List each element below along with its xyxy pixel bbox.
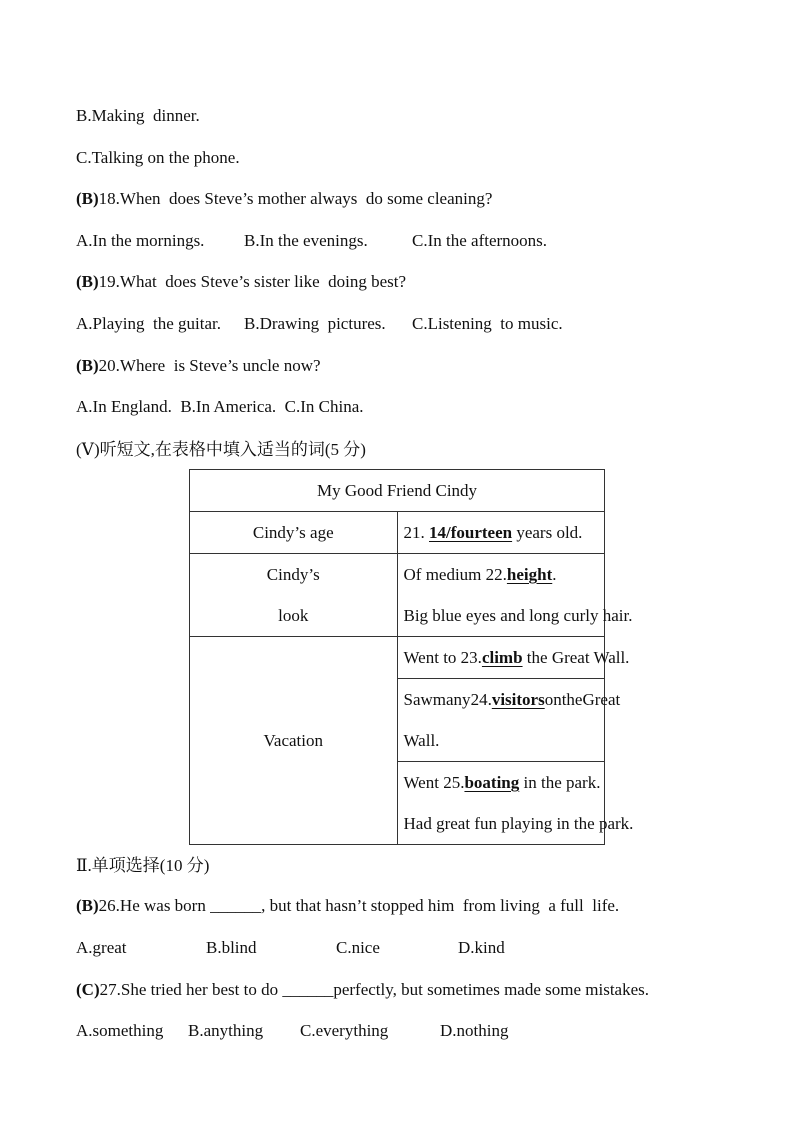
look-cell: Of medium 22.height. Big blue eyes and long curly hair.	[397, 554, 605, 637]
answer-mark: (B)	[76, 896, 99, 915]
question-27	[76, 980, 649, 1000]
section-2-heading: Ⅱ.单项选择(10 分)	[76, 856, 210, 875]
answer-mark: (B)	[76, 272, 99, 291]
vacation-label: Vacation	[190, 637, 398, 845]
table-title-row	[190, 470, 605, 512]
answer-mark: (B)	[76, 356, 99, 375]
question-26-options	[0, 938, 794, 958]
option-c: C.Listening to music.	[412, 314, 563, 333]
vacation-cell-2: Saw many 24.visitors on the Great Wall.	[397, 679, 605, 762]
option-a: A.something	[76, 1021, 164, 1040]
question-text: 19.What does Steve’s sister like doing best?	[98, 272, 407, 291]
option-a: A.In the mornings.	[76, 231, 205, 250]
answer-mark: (C)	[76, 980, 100, 999]
age-row	[190, 512, 605, 554]
section-5-heading: (Ⅴ)听短文,在表格中填入适当的词(5 分)	[76, 440, 366, 459]
option-b: B.blind	[206, 938, 257, 957]
look-label: Cindy’s look	[190, 554, 398, 637]
question-26	[76, 896, 619, 916]
question-18-options	[0, 231, 794, 251]
question-text: 18.When does Steve’s mother always do some cleaning?	[98, 189, 493, 208]
option-c: C.everything	[300, 1021, 389, 1040]
answer-21: 14/fourteen	[429, 523, 513, 542]
option-c: C.nice	[336, 938, 380, 957]
option-b: B.Drawing pictures.	[244, 314, 386, 333]
question-17-option-b: B.Making dinner.	[76, 106, 200, 125]
question-20	[76, 356, 321, 376]
question-19	[76, 272, 406, 292]
answer-25: boating	[464, 773, 520, 792]
answer-23: climb	[481, 648, 523, 667]
question-text: 27.She tried her best to do ______perfectly, but sometimes made some mistakes.	[99, 980, 650, 999]
answer-22: height	[506, 565, 553, 584]
option-a: A.Playing the guitar.	[76, 314, 221, 333]
option-b: B.anything	[188, 1021, 264, 1040]
option-b: B.In the evenings.	[244, 231, 368, 250]
vacation-cell-1: Went to 23.climb the Great Wall.	[397, 637, 605, 679]
question-text: 26.He was born ______, but that hasn’t stopped him from living a full life.	[98, 896, 620, 915]
question-19-options	[0, 314, 794, 334]
look-row	[190, 554, 605, 637]
question-27-options	[0, 1021, 794, 1041]
question-20-options: A.In England. B.In America. C.In China.	[76, 397, 364, 416]
vacation-cell-3: Went 25.boating in the park. Had great fun playing in the park.	[397, 762, 605, 845]
answer-24: visitors	[491, 690, 545, 709]
age-cell: 21. 14/fourteen years old.	[397, 512, 605, 554]
question-17-option-c: C.Talking on the phone.	[76, 148, 240, 167]
cindy-table	[189, 469, 634, 845]
vacation-row-1	[190, 637, 605, 679]
option-d: D.nothing	[440, 1021, 509, 1040]
answer-mark: (B)	[76, 189, 99, 208]
option-c: C.In the afternoons.	[412, 231, 548, 250]
age-label: Cindy’s age	[190, 512, 398, 554]
option-a: A.great	[76, 938, 127, 957]
question-text: 20.Where is Steve’s uncle now?	[98, 356, 321, 375]
option-d: D.kind	[458, 938, 505, 957]
table-title: My Good Friend Cindy	[190, 470, 605, 512]
question-18	[76, 189, 492, 209]
